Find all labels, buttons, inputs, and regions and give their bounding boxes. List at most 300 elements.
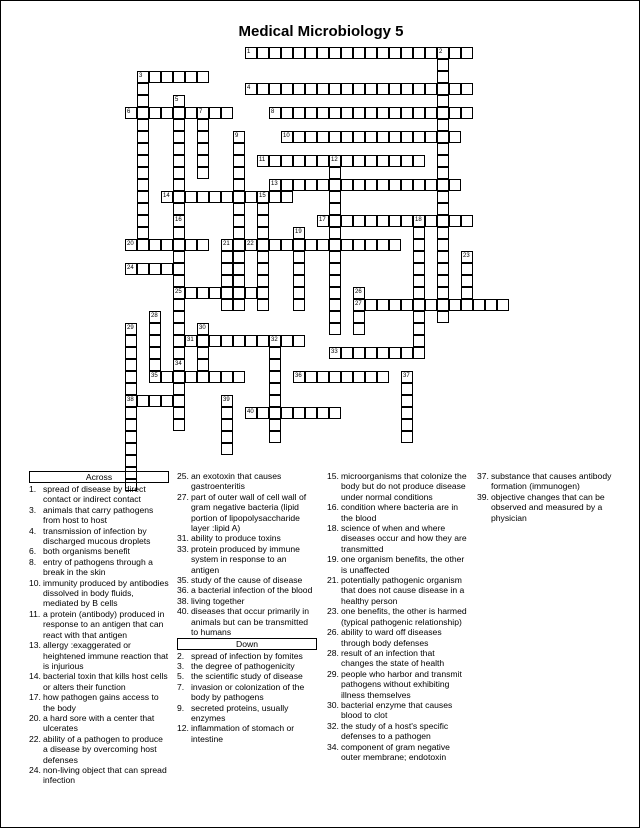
grid-cell[interactable] xyxy=(413,275,425,287)
grid-cell[interactable] xyxy=(329,407,341,419)
grid-cell[interactable] xyxy=(449,47,461,59)
grid-cell[interactable] xyxy=(461,215,473,227)
grid-cell[interactable] xyxy=(437,59,449,71)
grid-cell[interactable] xyxy=(389,347,401,359)
grid-cell[interactable] xyxy=(437,47,449,59)
grid-cell[interactable] xyxy=(329,251,341,263)
grid-cell[interactable] xyxy=(173,119,185,131)
grid-cell[interactable] xyxy=(329,191,341,203)
grid-cell[interactable] xyxy=(401,47,413,59)
grid-cell[interactable] xyxy=(245,83,257,95)
grid-cell[interactable] xyxy=(329,47,341,59)
grid-cell[interactable] xyxy=(125,419,137,431)
grid-cell[interactable] xyxy=(269,419,281,431)
grid-cell[interactable] xyxy=(353,131,365,143)
grid-cell[interactable] xyxy=(281,83,293,95)
grid-cell[interactable] xyxy=(329,263,341,275)
grid-cell[interactable] xyxy=(317,107,329,119)
grid-cell[interactable] xyxy=(209,335,221,347)
grid-cell[interactable] xyxy=(161,71,173,83)
grid-cell[interactable] xyxy=(377,131,389,143)
grid-cell[interactable] xyxy=(461,251,473,263)
grid-cell[interactable] xyxy=(377,107,389,119)
grid-cell[interactable] xyxy=(125,443,137,455)
grid-cell[interactable] xyxy=(305,107,317,119)
grid-cell[interactable] xyxy=(365,131,377,143)
grid-cell[interactable] xyxy=(197,155,209,167)
grid-cell[interactable] xyxy=(377,83,389,95)
grid-cell[interactable] xyxy=(329,215,341,227)
grid-cell[interactable] xyxy=(329,371,341,383)
grid-cell[interactable] xyxy=(353,323,365,335)
grid-cell[interactable] xyxy=(473,299,485,311)
grid-cell[interactable] xyxy=(173,95,185,107)
grid-cell[interactable] xyxy=(257,155,269,167)
grid-cell[interactable] xyxy=(329,167,341,179)
grid-cell[interactable] xyxy=(329,287,341,299)
grid-cell[interactable] xyxy=(353,83,365,95)
grid-cell[interactable] xyxy=(149,239,161,251)
grid-cell[interactable] xyxy=(281,47,293,59)
grid-cell[interactable] xyxy=(401,215,413,227)
grid-cell[interactable] xyxy=(233,335,245,347)
grid-cell[interactable] xyxy=(365,179,377,191)
grid-cell[interactable] xyxy=(449,179,461,191)
grid-cell[interactable] xyxy=(437,119,449,131)
grid-cell[interactable] xyxy=(137,203,149,215)
grid-cell[interactable] xyxy=(257,299,269,311)
grid-cell[interactable] xyxy=(317,155,329,167)
grid-cell[interactable] xyxy=(269,191,281,203)
grid-cell[interactable] xyxy=(257,215,269,227)
grid-cell[interactable] xyxy=(281,191,293,203)
grid-cell[interactable] xyxy=(257,191,269,203)
grid-cell[interactable] xyxy=(341,239,353,251)
grid-cell[interactable] xyxy=(221,335,233,347)
grid-cell[interactable] xyxy=(389,299,401,311)
grid-cell[interactable] xyxy=(293,251,305,263)
grid-cell[interactable] xyxy=(269,431,281,443)
grid-cell[interactable] xyxy=(293,47,305,59)
grid-cell[interactable] xyxy=(413,287,425,299)
grid-cell[interactable] xyxy=(233,275,245,287)
grid-cell[interactable] xyxy=(293,155,305,167)
grid-cell[interactable] xyxy=(185,287,197,299)
grid-cell[interactable] xyxy=(437,251,449,263)
grid-cell[interactable] xyxy=(209,191,221,203)
grid-cell[interactable] xyxy=(497,299,509,311)
grid-cell[interactable] xyxy=(257,83,269,95)
grid-cell[interactable] xyxy=(233,203,245,215)
grid-cell[interactable] xyxy=(281,107,293,119)
grid-cell[interactable] xyxy=(245,407,257,419)
grid-cell[interactable] xyxy=(137,143,149,155)
grid-cell[interactable] xyxy=(317,215,329,227)
grid-cell[interactable] xyxy=(389,239,401,251)
grid-cell[interactable] xyxy=(389,215,401,227)
grid-cell[interactable] xyxy=(137,215,149,227)
grid-cell[interactable] xyxy=(137,395,149,407)
grid-cell[interactable] xyxy=(329,347,341,359)
grid-cell[interactable] xyxy=(425,179,437,191)
grid-cell[interactable] xyxy=(437,131,449,143)
grid-cell[interactable] xyxy=(233,227,245,239)
grid-cell[interactable] xyxy=(197,323,209,335)
grid-cell[interactable] xyxy=(197,239,209,251)
grid-cell[interactable] xyxy=(401,347,413,359)
grid-cell[interactable] xyxy=(305,131,317,143)
grid-cell[interactable] xyxy=(425,299,437,311)
grid-cell[interactable] xyxy=(125,323,137,335)
grid-cell[interactable] xyxy=(317,83,329,95)
grid-cell[interactable] xyxy=(293,371,305,383)
grid-cell[interactable] xyxy=(293,227,305,239)
grid-cell[interactable] xyxy=(293,263,305,275)
grid-cell[interactable] xyxy=(401,371,413,383)
grid-cell[interactable] xyxy=(449,131,461,143)
grid-cell[interactable] xyxy=(293,287,305,299)
grid-cell[interactable] xyxy=(137,131,149,143)
grid-cell[interactable] xyxy=(449,215,461,227)
grid-cell[interactable] xyxy=(293,239,305,251)
grid-cell[interactable] xyxy=(329,131,341,143)
grid-cell[interactable] xyxy=(209,107,221,119)
grid-cell[interactable] xyxy=(269,179,281,191)
grid-cell[interactable] xyxy=(437,227,449,239)
grid-cell[interactable] xyxy=(149,107,161,119)
grid-cell[interactable] xyxy=(329,275,341,287)
grid-cell[interactable] xyxy=(317,239,329,251)
grid-cell[interactable] xyxy=(317,47,329,59)
grid-cell[interactable] xyxy=(161,239,173,251)
grid-cell[interactable] xyxy=(125,359,137,371)
grid-cell[interactable] xyxy=(293,83,305,95)
grid-cell[interactable] xyxy=(233,239,245,251)
grid-cell[interactable] xyxy=(173,215,185,227)
grid-cell[interactable] xyxy=(149,359,161,371)
grid-cell[interactable] xyxy=(209,371,221,383)
grid-cell[interactable] xyxy=(257,275,269,287)
grid-cell[interactable] xyxy=(257,335,269,347)
grid-cell[interactable] xyxy=(173,263,185,275)
grid-cell[interactable] xyxy=(437,107,449,119)
grid-cell[interactable] xyxy=(341,131,353,143)
grid-cell[interactable] xyxy=(461,83,473,95)
grid-cell[interactable] xyxy=(173,407,185,419)
grid-cell[interactable] xyxy=(413,107,425,119)
grid-cell[interactable] xyxy=(221,407,233,419)
grid-cell[interactable] xyxy=(281,155,293,167)
grid-cell[interactable] xyxy=(401,299,413,311)
grid-cell[interactable] xyxy=(353,347,365,359)
grid-cell[interactable] xyxy=(197,287,209,299)
grid-cell[interactable] xyxy=(197,167,209,179)
grid-cell[interactable] xyxy=(137,119,149,131)
grid-cell[interactable] xyxy=(329,239,341,251)
grid-cell[interactable] xyxy=(257,227,269,239)
grid-cell[interactable] xyxy=(161,107,173,119)
grid-cell[interactable] xyxy=(437,191,449,203)
grid-cell[interactable] xyxy=(197,119,209,131)
grid-cell[interactable] xyxy=(173,299,185,311)
grid-cell[interactable] xyxy=(425,215,437,227)
grid-cell[interactable] xyxy=(413,299,425,311)
grid-cell[interactable] xyxy=(281,239,293,251)
grid-cell[interactable] xyxy=(221,371,233,383)
grid-cell[interactable] xyxy=(197,71,209,83)
grid-cell[interactable] xyxy=(365,155,377,167)
grid-cell[interactable] xyxy=(221,107,233,119)
grid-cell[interactable] xyxy=(425,107,437,119)
grid-cell[interactable] xyxy=(437,95,449,107)
grid-cell[interactable] xyxy=(437,179,449,191)
grid-cell[interactable] xyxy=(413,251,425,263)
grid-cell[interactable] xyxy=(341,179,353,191)
grid-cell[interactable] xyxy=(449,107,461,119)
grid-cell[interactable] xyxy=(173,311,185,323)
grid-cell[interactable] xyxy=(233,143,245,155)
grid-cell[interactable] xyxy=(281,407,293,419)
grid-cell[interactable] xyxy=(329,227,341,239)
grid-cell[interactable] xyxy=(389,131,401,143)
grid-cell[interactable] xyxy=(365,215,377,227)
grid-cell[interactable] xyxy=(377,179,389,191)
grid-cell[interactable] xyxy=(437,275,449,287)
grid-cell[interactable] xyxy=(233,155,245,167)
grid-cell[interactable] xyxy=(389,83,401,95)
grid-cell[interactable] xyxy=(257,203,269,215)
grid-cell[interactable] xyxy=(365,371,377,383)
grid-cell[interactable] xyxy=(269,371,281,383)
grid-cell[interactable] xyxy=(221,443,233,455)
grid-cell[interactable] xyxy=(377,239,389,251)
grid-cell[interactable] xyxy=(353,155,365,167)
grid-cell[interactable] xyxy=(173,335,185,347)
grid-cell[interactable] xyxy=(173,347,185,359)
grid-cell[interactable] xyxy=(269,155,281,167)
grid-cell[interactable] xyxy=(125,239,137,251)
grid-cell[interactable] xyxy=(293,107,305,119)
grid-cell[interactable] xyxy=(149,335,161,347)
grid-cell[interactable] xyxy=(293,407,305,419)
grid-cell[interactable] xyxy=(425,131,437,143)
grid-cell[interactable] xyxy=(185,71,197,83)
grid-cell[interactable] xyxy=(389,107,401,119)
grid-cell[interactable] xyxy=(365,347,377,359)
grid-cell[interactable] xyxy=(365,107,377,119)
grid-cell[interactable] xyxy=(257,263,269,275)
grid-cell[interactable] xyxy=(257,407,269,419)
grid-cell[interactable] xyxy=(389,179,401,191)
grid-cell[interactable] xyxy=(353,287,365,299)
grid-cell[interactable] xyxy=(437,287,449,299)
grid-cell[interactable] xyxy=(329,83,341,95)
grid-cell[interactable] xyxy=(173,371,185,383)
grid-cell[interactable] xyxy=(257,47,269,59)
grid-cell[interactable] xyxy=(329,179,341,191)
grid-cell[interactable] xyxy=(425,83,437,95)
grid-cell[interactable] xyxy=(173,167,185,179)
grid-cell[interactable] xyxy=(353,239,365,251)
grid-cell[interactable] xyxy=(317,407,329,419)
grid-cell[interactable] xyxy=(125,347,137,359)
grid-cell[interactable] xyxy=(233,299,245,311)
grid-cell[interactable] xyxy=(353,299,365,311)
grid-cell[interactable] xyxy=(245,239,257,251)
grid-cell[interactable] xyxy=(173,275,185,287)
grid-cell[interactable] xyxy=(413,347,425,359)
grid-cell[interactable] xyxy=(317,371,329,383)
grid-cell[interactable] xyxy=(173,239,185,251)
grid-cell[interactable] xyxy=(269,383,281,395)
grid-cell[interactable] xyxy=(329,107,341,119)
grid-cell[interactable] xyxy=(197,191,209,203)
grid-cell[interactable] xyxy=(161,371,173,383)
grid-cell[interactable] xyxy=(137,95,149,107)
grid-cell[interactable] xyxy=(401,179,413,191)
grid-cell[interactable] xyxy=(269,83,281,95)
grid-cell[interactable] xyxy=(125,431,137,443)
grid-cell[interactable] xyxy=(413,155,425,167)
grid-cell[interactable] xyxy=(401,107,413,119)
grid-cell[interactable] xyxy=(185,335,197,347)
grid-cell[interactable] xyxy=(137,71,149,83)
grid-cell[interactable] xyxy=(221,275,233,287)
grid-cell[interactable] xyxy=(137,263,149,275)
grid-cell[interactable] xyxy=(233,251,245,263)
grid-cell[interactable] xyxy=(401,131,413,143)
grid-cell[interactable] xyxy=(449,299,461,311)
grid-cell[interactable] xyxy=(245,287,257,299)
grid-cell[interactable] xyxy=(173,203,185,215)
grid-cell[interactable] xyxy=(125,371,137,383)
grid-cell[interactable] xyxy=(353,179,365,191)
grid-cell[interactable] xyxy=(413,311,425,323)
grid-cell[interactable] xyxy=(437,143,449,155)
grid-cell[interactable] xyxy=(413,215,425,227)
grid-cell[interactable] xyxy=(197,143,209,155)
grid-cell[interactable] xyxy=(269,239,281,251)
grid-cell[interactable] xyxy=(197,371,209,383)
grid-cell[interactable] xyxy=(257,251,269,263)
grid-cell[interactable] xyxy=(257,287,269,299)
grid-cell[interactable] xyxy=(269,359,281,371)
grid-cell[interactable] xyxy=(125,407,137,419)
grid-cell[interactable] xyxy=(317,131,329,143)
grid-cell[interactable] xyxy=(353,311,365,323)
grid-cell[interactable] xyxy=(245,47,257,59)
grid-cell[interactable] xyxy=(365,299,377,311)
grid-cell[interactable] xyxy=(293,335,305,347)
grid-cell[interactable] xyxy=(437,155,449,167)
grid-cell[interactable] xyxy=(257,239,269,251)
grid-cell[interactable] xyxy=(173,227,185,239)
grid-cell[interactable] xyxy=(185,239,197,251)
grid-cell[interactable] xyxy=(233,131,245,143)
grid-cell[interactable] xyxy=(149,311,161,323)
grid-cell[interactable] xyxy=(173,359,185,371)
grid-cell[interactable] xyxy=(173,383,185,395)
grid-cell[interactable] xyxy=(305,239,317,251)
grid-cell[interactable] xyxy=(125,335,137,347)
grid-cell[interactable] xyxy=(449,83,461,95)
grid-cell[interactable] xyxy=(149,371,161,383)
grid-cell[interactable] xyxy=(173,323,185,335)
grid-cell[interactable] xyxy=(149,323,161,335)
grid-cell[interactable] xyxy=(137,239,149,251)
grid-cell[interactable] xyxy=(353,47,365,59)
grid-cell[interactable] xyxy=(341,347,353,359)
grid-cell[interactable] xyxy=(137,191,149,203)
grid-cell[interactable] xyxy=(125,107,137,119)
grid-cell[interactable] xyxy=(377,299,389,311)
grid-cell[interactable] xyxy=(161,263,173,275)
grid-cell[interactable] xyxy=(125,455,137,467)
grid-cell[interactable] xyxy=(233,371,245,383)
grid-cell[interactable] xyxy=(461,287,473,299)
grid-cell[interactable] xyxy=(413,227,425,239)
grid-cell[interactable] xyxy=(233,167,245,179)
grid-cell[interactable] xyxy=(221,431,233,443)
grid-cell[interactable] xyxy=(281,179,293,191)
grid-cell[interactable] xyxy=(221,191,233,203)
grid-cell[interactable] xyxy=(125,395,137,407)
grid-cell[interactable] xyxy=(293,131,305,143)
grid-cell[interactable] xyxy=(173,71,185,83)
grid-cell[interactable] xyxy=(461,107,473,119)
grid-cell[interactable] xyxy=(305,179,317,191)
grid-cell[interactable] xyxy=(173,419,185,431)
grid-cell[interactable] xyxy=(281,335,293,347)
grid-cell[interactable] xyxy=(437,263,449,275)
grid-cell[interactable] xyxy=(233,179,245,191)
grid-cell[interactable] xyxy=(137,107,149,119)
grid-cell[interactable] xyxy=(161,395,173,407)
grid-cell[interactable] xyxy=(437,71,449,83)
grid-cell[interactable] xyxy=(413,335,425,347)
grid-cell[interactable] xyxy=(389,47,401,59)
grid-cell[interactable] xyxy=(221,287,233,299)
grid-cell[interactable] xyxy=(173,287,185,299)
grid-cell[interactable] xyxy=(185,107,197,119)
grid-cell[interactable] xyxy=(173,155,185,167)
grid-cell[interactable] xyxy=(413,239,425,251)
grid-cell[interactable] xyxy=(413,179,425,191)
grid-cell[interactable] xyxy=(305,407,317,419)
grid-cell[interactable] xyxy=(401,83,413,95)
grid-cell[interactable] xyxy=(269,395,281,407)
grid-cell[interactable] xyxy=(293,299,305,311)
grid-cell[interactable] xyxy=(305,155,317,167)
grid-cell[interactable] xyxy=(125,263,137,275)
grid-cell[interactable] xyxy=(245,335,257,347)
grid-cell[interactable] xyxy=(173,107,185,119)
grid-cell[interactable] xyxy=(401,155,413,167)
grid-cell[interactable] xyxy=(269,335,281,347)
grid-cell[interactable] xyxy=(305,371,317,383)
grid-cell[interactable] xyxy=(281,131,293,143)
grid-cell[interactable] xyxy=(377,347,389,359)
grid-cell[interactable] xyxy=(173,143,185,155)
grid-cell[interactable] xyxy=(221,263,233,275)
grid-cell[interactable] xyxy=(221,251,233,263)
grid-cell[interactable] xyxy=(233,215,245,227)
grid-cell[interactable] xyxy=(221,299,233,311)
grid-cell[interactable] xyxy=(425,47,437,59)
grid-cell[interactable] xyxy=(389,155,401,167)
grid-cell[interactable] xyxy=(365,239,377,251)
grid-cell[interactable] xyxy=(137,167,149,179)
